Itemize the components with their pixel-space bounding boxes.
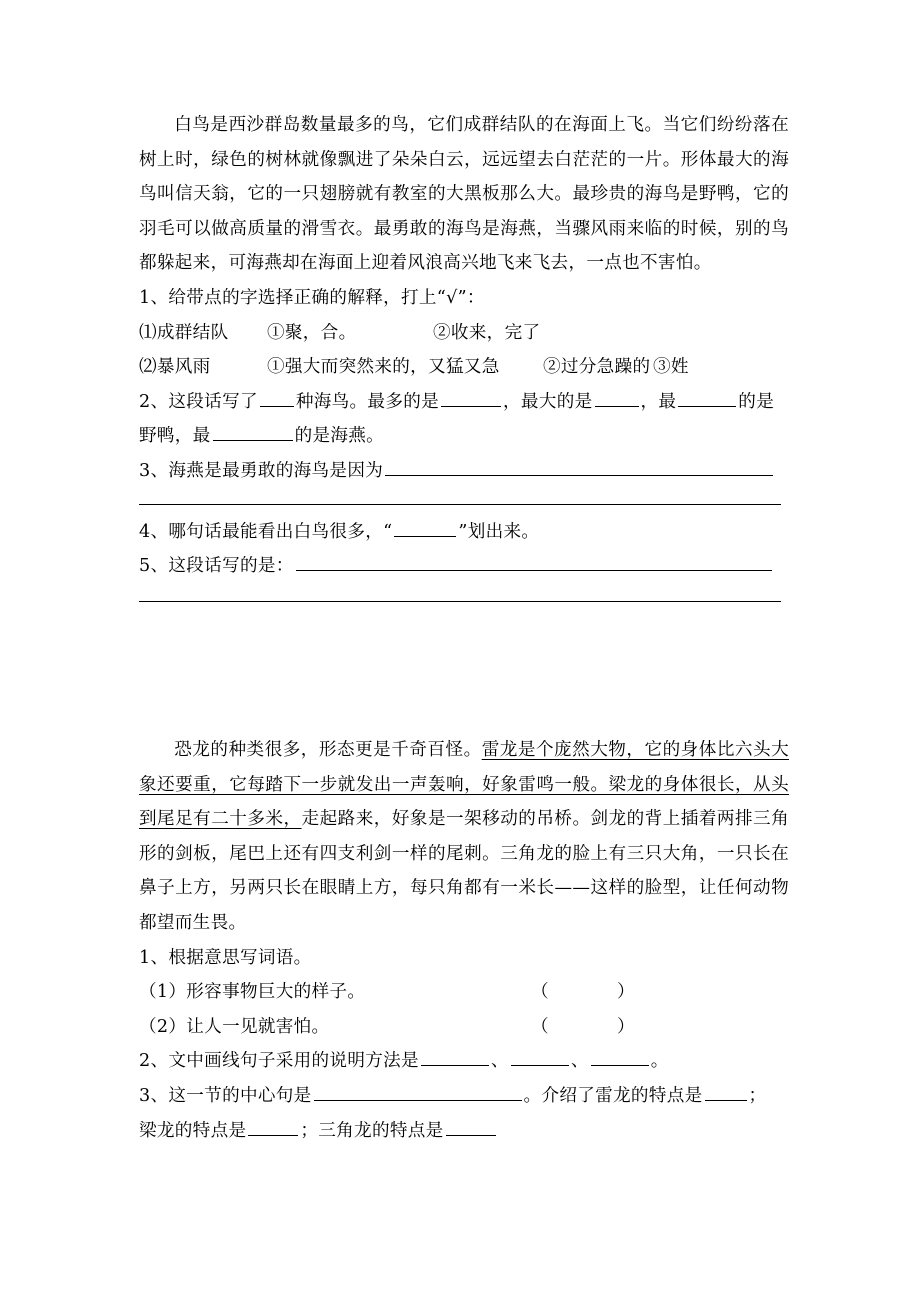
- question-3: [139, 454, 789, 489]
- option[interactable]: ②收来，完了: [433, 322, 541, 343]
- answer-blank[interactable]: [260, 386, 294, 407]
- text: 梁龙的特点是: [139, 1120, 247, 1141]
- p2-question-1-prompt: 1、根据意思写词语。: [139, 947, 312, 968]
- open-paren: （: [531, 1016, 549, 1037]
- passage-2-paragraph: [139, 733, 789, 941]
- question-5: [139, 549, 789, 584]
- text: （1）形容事物巨大的样子。: [139, 982, 366, 1003]
- text: 走起路来，好象是一架移动的吊桥。剑龙的背上插着两排三角形的剑板，尾巴上还有四支利剑一样的尾刺。三角龙的脸上有三只大角，一只长在鼻子上方，另两只长在眼睛上方，每只角都有一米长——这样的脸型，让任何动物都望而生畏。: [139, 809, 789, 933]
- answer-blank[interactable]: [591, 1045, 649, 1066]
- answer-blank[interactable]: [394, 516, 456, 537]
- text: （2）让人一见就害怕。: [139, 1016, 330, 1037]
- option[interactable]: ①聚，合。: [267, 322, 357, 343]
- text: 3、这一节的中心句是: [139, 1085, 312, 1106]
- question-2-line-1: [139, 385, 789, 420]
- text: ，最: [640, 391, 677, 412]
- text: ，最大的是: [503, 391, 593, 412]
- text: 。介绍了雷龙的特点是: [523, 1085, 703, 1106]
- question-1-item-1: [139, 316, 789, 351]
- answer-blank[interactable]: [441, 386, 501, 407]
- term: ⑵暴风雨: [139, 357, 211, 378]
- text: 、: [490, 1051, 509, 1072]
- text: 2、这段话写了: [139, 391, 258, 412]
- text: ；: [748, 1085, 767, 1106]
- text: ”划出来。: [458, 521, 540, 542]
- text: 恐龙的种类很多，形态更是千奇百怪。: [174, 740, 482, 760]
- answer-blank[interactable]: [678, 386, 736, 407]
- p2-question-1-item-2: [139, 1010, 789, 1045]
- text: 5、这段话写的是：: [139, 556, 294, 577]
- question-4: [139, 515, 789, 550]
- question-1-item-2: [139, 350, 789, 385]
- underlined-sentence: 雷龙是个庞然大物，它的身体比六头大象还要重，它每踏下一步就发出一声轰响，好象雷鸣一般。梁龙的身体很长，从头到尾足有二十多米，: [139, 740, 789, 830]
- text: 的是海燕。: [294, 426, 385, 447]
- p2-question-2: [139, 1044, 789, 1079]
- p2-question-1-item-1: [139, 975, 789, 1010]
- text: 的是: [738, 391, 775, 412]
- text: 、: [570, 1051, 589, 1072]
- text: 。: [650, 1051, 669, 1072]
- passage-1-section: [139, 108, 789, 602]
- text: 3、海燕是最勇敢的海鸟是因为: [139, 460, 384, 481]
- open-paren: （: [531, 982, 549, 1003]
- answer-blank[interactable]: [511, 1045, 569, 1066]
- close-paren: ）: [617, 1016, 635, 1037]
- answer-blank[interactable]: [595, 386, 639, 407]
- answer-blank[interactable]: [421, 1045, 489, 1066]
- text: ；三角龙的特点是: [300, 1120, 444, 1141]
- answer-blank[interactable]: [248, 1115, 298, 1136]
- p2-question-3-line-1: [139, 1079, 789, 1114]
- answer-blank[interactable]: [705, 1080, 747, 1101]
- answer-blank[interactable]: [385, 455, 773, 476]
- question-2-line-2: [139, 419, 789, 454]
- term: ⑴成群结队: [139, 322, 229, 343]
- answer-blank[interactable]: [446, 1115, 496, 1136]
- passage-2-section: [139, 733, 789, 1148]
- close-paren: ）: [617, 982, 635, 1003]
- option[interactable]: ③姓: [653, 357, 689, 378]
- option[interactable]: ①强大而突然来的，又猛又急: [267, 357, 500, 378]
- text: 2、文中画线句子采用的说明方法是: [139, 1051, 419, 1072]
- passage-1-paragraph: 白鸟是西沙群岛数量最多的鸟，它们成群结队的在海面上飞。当它们纷纷落在树上时，绿色的树林就像飘进了朵朵白云，远远望去白茫茫的一片。形体最大的海鸟叫信天翁，它的一只翅膀就有教室的大黑板那么大。最珍贵的海鸟是野鸭，它的羽毛可以做高质量的滑雪衣。最勇敢的海鸟是海燕，当骤风雨来临的时候，别的鸟都躲起来，可海燕却在海面上迎着风浪高兴地飞来飞去，一点也不害怕。: [139, 115, 789, 274]
- p2-question-3-line-2: [139, 1114, 789, 1149]
- question-1-prompt: 1、给带点的字选择正确的解释，打上“√”：: [139, 287, 485, 308]
- answer-blank[interactable]: [314, 1080, 522, 1101]
- option[interactable]: ②过分急躁的: [543, 357, 651, 378]
- answer-line[interactable]: [139, 600, 781, 602]
- answer-blank[interactable]: [213, 420, 293, 441]
- text: 野鸭，最: [139, 426, 211, 447]
- text: 种海鸟。最多的是: [295, 391, 440, 412]
- text: 4、哪句话最能看出白鸟很多，“: [139, 521, 393, 542]
- answer-blank[interactable]: [296, 550, 772, 571]
